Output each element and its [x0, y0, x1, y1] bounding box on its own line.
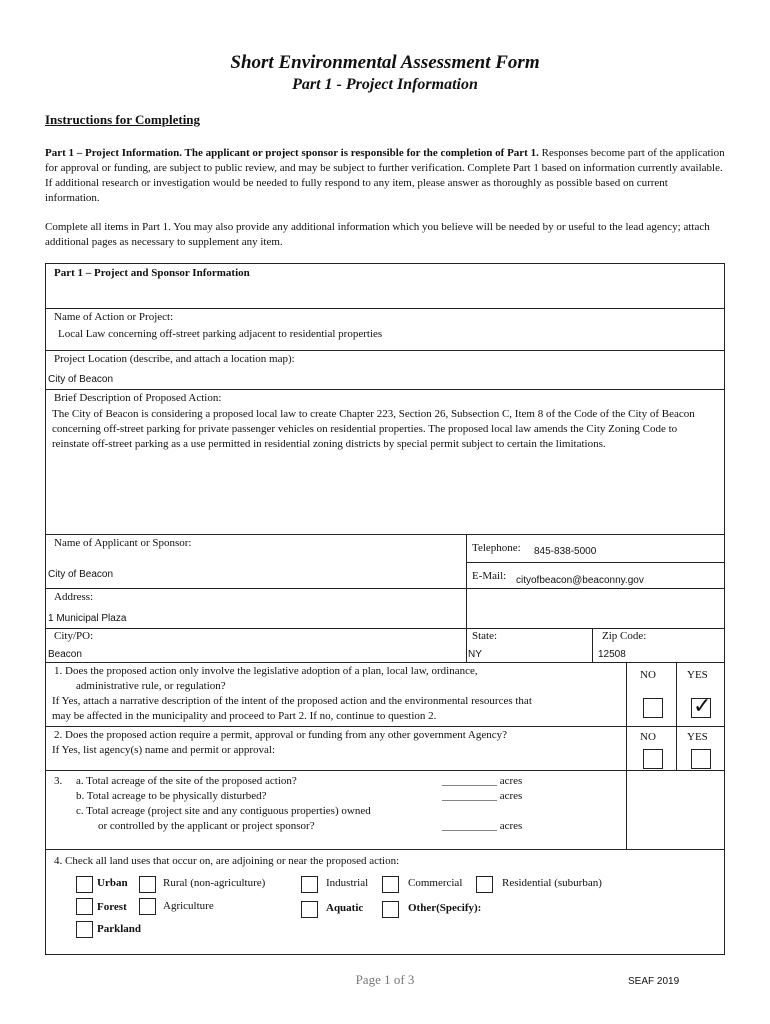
rural-label: Rural (non-agriculture): [163, 877, 266, 889]
residential-checkbox[interactable]: [476, 876, 493, 893]
q3-c-line-2: or controlled by the applicant or project sponsor?: [98, 820, 315, 832]
zip-field[interactable]: 12508: [598, 649, 626, 660]
action-name-field[interactable]: Local Law concerning off-street parking adjacent to residential properties: [58, 328, 383, 340]
q2-line-2: If Yes, list agency(s) name and permit or approval:: [52, 744, 275, 756]
instructions-paragraph-1-rest: Responses become part of the application for approval or funding, are subject to public review, and may be subject to further verification. Complete Part 1 based on information currently available. If additional research or investigation would be needed to fully respond to any item, please answer as thoroughly as possible based on current information.: [45, 147, 725, 204]
q1-yes-checkbox[interactable]: [691, 694, 712, 719]
q3-a: a. Total acreage of the site of the proposed action?: [76, 775, 297, 787]
q1-no-checkbox[interactable]: [643, 698, 663, 718]
q3-number: 3.: [54, 775, 63, 787]
industrial-label: Industrial: [326, 877, 369, 889]
project-info-form: [45, 263, 725, 955]
city-field[interactable]: Beacon: [48, 649, 82, 660]
residential-label: Residential (suburban): [502, 877, 602, 889]
agriculture-label: Agriculture: [163, 900, 214, 912]
state-label: State:: [472, 630, 498, 642]
q2-no-checkbox[interactable]: [643, 749, 663, 769]
q2-no-label: NO: [640, 731, 656, 743]
urban-label: Urban: [97, 877, 128, 889]
aquatic-label: Aquatic: [326, 902, 364, 914]
commercial-label: Commercial: [408, 877, 463, 889]
other-checkbox[interactable]: [382, 901, 399, 918]
q4-question: 4. Check all land uses that occur on, are adjoining or near the proposed action:: [54, 855, 400, 867]
address-label: Address:: [54, 591, 94, 603]
action-name-label: Name of Action or Project:: [54, 311, 174, 323]
aquatic-checkbox[interactable]: [301, 901, 318, 918]
state-field[interactable]: NY: [468, 649, 482, 660]
industrial-checkbox[interactable]: [301, 876, 318, 893]
q1-yes-label: YES: [687, 669, 708, 681]
forest-label: Forest: [97, 901, 127, 913]
q2-yes-label: YES: [687, 731, 708, 743]
instructions-paragraph-1-bold: Part 1 – Project Information. The applicant or project sponsor is responsible for the completion of Part 1.: [45, 147, 539, 159]
telephone-label: Telephone:: [472, 542, 521, 554]
other-label: Other(Specify):: [408, 902, 482, 914]
checkmark-icon: ✓: [693, 694, 712, 719]
form-subtitle: Part 1 - Project Information: [292, 76, 478, 93]
parkland-checkbox[interactable]: [76, 921, 93, 938]
email-label: E-Mail:: [472, 570, 507, 582]
description-label: Brief Description of Proposed Action:: [54, 392, 222, 404]
address-field[interactable]: 1 Municipal Plaza: [48, 613, 127, 624]
zip-label: Zip Code:: [602, 630, 647, 642]
q3-b: b. Total acreage to be physically disturbed?: [76, 790, 267, 802]
q3-a-acres-field[interactable]: __________ acres: [442, 775, 523, 787]
page-number: Page 1 of 3: [355, 972, 415, 987]
section-title: Part 1 – Project and Sponsor Information: [54, 267, 250, 279]
forest-checkbox[interactable]: [76, 898, 93, 915]
applicant-field[interactable]: City of Beacon: [48, 569, 114, 580]
q1-no-label: NO: [640, 669, 656, 681]
location-label: Project Location (describe, and attach a location map):: [54, 353, 295, 365]
email-field[interactable]: cityofbeacon@beaconny.gov: [516, 575, 644, 586]
instructions-heading: Instructions for Completing: [45, 112, 201, 127]
q3-c-line-1: c. Total acreage (project site and any contiguous properties) owned: [76, 805, 371, 817]
location-field[interactable]: City of Beacon: [48, 374, 114, 385]
q3-c-acres-field[interactable]: __________ acres: [442, 820, 523, 832]
instructions-paragraph-1: [45, 146, 725, 206]
parkland-label: Parkland: [97, 923, 142, 935]
q3-b-acres-field[interactable]: __________ acres: [442, 790, 523, 802]
urban-checkbox[interactable]: [76, 876, 93, 893]
q1-line-2: administrative rule, or regulation?: [76, 680, 226, 692]
form-code: SEAF 2019: [628, 976, 680, 987]
rural-checkbox[interactable]: [139, 876, 156, 893]
q2-line-1: 2. Does the proposed action require a permit, approval or funding from any other government Agency?: [54, 729, 507, 741]
telephone-field[interactable]: 845-838-5000: [534, 546, 597, 557]
q1-line-4: may be affected in the municipality and proceed to Part 2. If no, continue to question 2.: [52, 710, 437, 722]
form-title: Short Environmental Assessment Form: [230, 52, 540, 73]
applicant-label: Name of Applicant or Sponsor:: [54, 537, 192, 549]
q1-line-3: If Yes, attach a narrative description of the intent of the proposed action and the environmental resources that: [52, 695, 532, 707]
city-label: City/PO:: [54, 630, 94, 642]
agriculture-checkbox[interactable]: [139, 898, 156, 915]
commercial-checkbox[interactable]: [382, 876, 399, 893]
q2-yes-checkbox[interactable]: [691, 749, 711, 769]
instructions-paragraph-2: Complete all items in Part 1. You may also provide any additional information which you believe will be needed by or useful to the lead agency; attach additional pages as necessary to supplement any item.: [45, 221, 710, 248]
q1-line-1: 1. Does the proposed action only involve the legislative adoption of a plan, local law, ordinance,: [54, 665, 478, 677]
description-field[interactable]: The City of Beacon is considering a proposed local law to create Chapter 223, Section 26, Subsection C, Item 8 of the Code of the City of Beacon concerning off-street parking for private passenger vehicles on residential properties. The proposed local law amends the City Zoning Code to reinstate off-street parking as a use permitted in residential zoning districts by special permit subject to certain the limitations.: [52, 408, 695, 450]
